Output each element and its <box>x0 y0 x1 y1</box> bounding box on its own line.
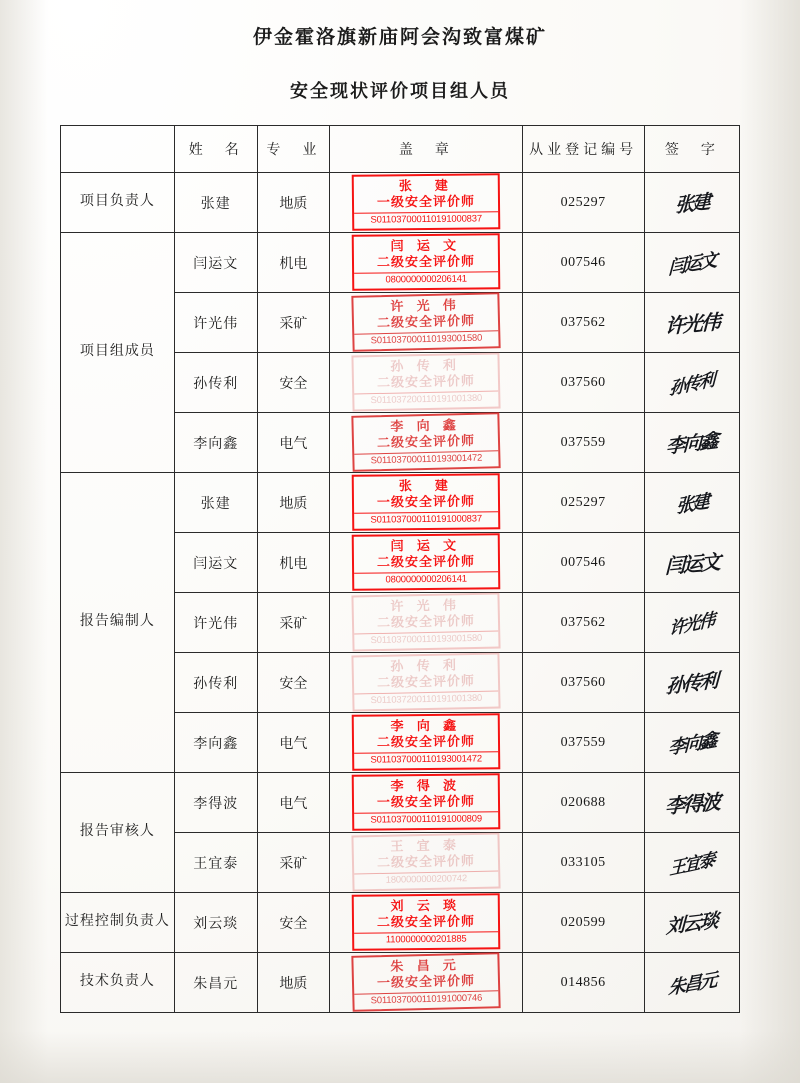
column-header-name: 姓 名 <box>174 126 257 173</box>
stamp-seal <box>351 653 500 712</box>
person-name: 张建 <box>174 173 257 233</box>
seal-name: 王 宜 泰 <box>390 837 461 855</box>
handwritten-signature: 闫运文 <box>667 249 716 278</box>
person-major: 采矿 <box>257 293 329 353</box>
stamp-seal <box>351 293 500 353</box>
seal-code: 1800000000200742 <box>354 870 498 887</box>
seal-code: S011037000110193001472 <box>354 450 498 467</box>
seal-code: S011037000110191000837 <box>354 511 498 526</box>
stamp-seal <box>351 593 500 652</box>
seal-cell <box>330 773 523 833</box>
person-major: 安全 <box>257 893 329 953</box>
seal-name: 孙 传 利 <box>390 357 461 375</box>
stamp-seal <box>351 833 500 892</box>
person-name: 闫运文 <box>174 233 257 293</box>
person-name: 李向鑫 <box>174 713 257 773</box>
seal-name: 许 光 伟 <box>389 297 461 315</box>
registration-number: 007546 <box>522 533 644 593</box>
person-major: 地质 <box>257 473 329 533</box>
signature-cell <box>644 893 739 953</box>
handwritten-signature: 刘云琰 <box>666 910 718 939</box>
stamp-seal <box>351 413 500 473</box>
person-name: 张建 <box>174 473 257 533</box>
seal-cell <box>330 233 523 293</box>
table-header <box>61 126 740 173</box>
signature-cell <box>644 293 739 353</box>
handwritten-signature: 孙传利 <box>666 670 718 699</box>
seal-grade: 二级安全评价师 <box>376 254 475 271</box>
stamp-seal <box>352 534 501 592</box>
seal-name: 李 向 鑫 <box>390 717 461 734</box>
seal-code: S011037000110191000837 <box>354 211 498 226</box>
seal-code: 0800000000206141 <box>354 271 498 286</box>
seal-code: S011037200110191001380 <box>354 690 498 707</box>
seal-grade: 二级安全评价师 <box>376 613 475 631</box>
seal-name: 李 向 鑫 <box>389 417 461 435</box>
page-title: 伊金霍洛旗新庙阿会沟致富煤矿 <box>252 27 547 48</box>
seal-cell <box>330 353 523 413</box>
person-major: 电气 <box>257 773 329 833</box>
seal-grade: 二级安全评价师 <box>376 673 475 691</box>
paper-shade-bottom <box>0 1031 800 1083</box>
seal-code: S011037000110193001580 <box>354 630 498 647</box>
column-header-seal: 盖 章 <box>330 126 523 173</box>
signature-cell <box>644 533 739 593</box>
person-major: 采矿 <box>257 593 329 653</box>
column-header-signature: 签 字 <box>644 126 739 173</box>
handwritten-signature: 张建 <box>674 191 710 218</box>
person-name: 许光伟 <box>174 593 257 653</box>
person-major: 电气 <box>257 713 329 773</box>
stamp-seal <box>352 894 501 952</box>
seal-grade: 一级安全评价师 <box>376 794 475 811</box>
seal-name: 李 得 波 <box>390 777 461 794</box>
signature-cell <box>644 833 739 893</box>
person-major: 电气 <box>257 413 329 473</box>
table-row <box>61 773 740 833</box>
person-name: 孙传利 <box>174 653 257 713</box>
table-row <box>61 893 740 953</box>
handwritten-signature: 许光伟 <box>664 311 719 339</box>
seal-cell <box>330 173 523 233</box>
seal-grade: 二级安全评价师 <box>376 313 476 331</box>
signature-cell <box>644 413 739 473</box>
seal-grade: 二级安全评价师 <box>376 373 475 391</box>
column-header-registration: 从业登记编号 <box>522 126 644 173</box>
column-header-major: 专 业 <box>257 126 329 173</box>
registration-number: 020688 <box>522 773 644 833</box>
registration-number: 007546 <box>522 233 644 293</box>
seal-grade: 二级安全评价师 <box>376 914 475 931</box>
seal-cell <box>330 593 523 653</box>
registration-number: 020599 <box>522 893 644 953</box>
role-label: 报告审核人 <box>61 773 175 893</box>
registration-number: 014856 <box>522 953 644 1013</box>
stamp-seal <box>352 234 501 292</box>
table-row <box>61 233 740 293</box>
paper-shade-right <box>740 0 800 1083</box>
handwritten-signature: 闫运文 <box>664 551 719 579</box>
person-major: 安全 <box>257 353 329 413</box>
role-label: 技术负责人 <box>61 953 175 1013</box>
seal-code: S011037000110193001472 <box>354 751 498 766</box>
role-label: 过程控制负责人 <box>61 893 175 953</box>
stamp-seal <box>351 353 500 412</box>
seal-cell <box>330 293 523 353</box>
seal-cell <box>330 473 523 533</box>
stamp-seal <box>351 953 500 1013</box>
registration-number: 037560 <box>522 653 644 713</box>
paper-shade-left <box>0 0 48 1083</box>
seal-name: 朱 昌 元 <box>389 957 461 975</box>
seal-grade: 二级安全评价师 <box>376 554 475 571</box>
table-body <box>61 173 740 1013</box>
stamp-seal <box>352 774 501 832</box>
seal-cell <box>330 833 523 893</box>
seal-grade: 一级安全评价师 <box>376 194 475 211</box>
seal-name: 张 建 <box>398 478 453 494</box>
seal-grade: 二级安全评价师 <box>376 853 475 871</box>
handwritten-signature: 李得波 <box>664 791 719 819</box>
signature-cell <box>644 653 739 713</box>
seal-code: S011037000110191000809 <box>354 811 498 826</box>
person-major: 安全 <box>257 653 329 713</box>
seal-code: S011037200110191001380 <box>354 390 498 407</box>
registration-number: 033105 <box>522 833 644 893</box>
registration-number: 037559 <box>522 713 644 773</box>
seal-name: 张 建 <box>398 178 453 194</box>
person-major: 地质 <box>257 953 329 1013</box>
table-row <box>61 173 740 233</box>
registration-number: 037559 <box>522 413 644 473</box>
seal-cell <box>330 713 523 773</box>
signature-cell <box>644 233 739 293</box>
table-header-row <box>61 126 740 173</box>
table-row <box>61 473 740 533</box>
seal-cell <box>330 413 523 473</box>
seal-code: S011037000110191000746 <box>354 990 498 1007</box>
page-subtitle: 安全现状评价项目组人员 <box>290 81 510 101</box>
signature-cell <box>644 353 739 413</box>
person-major: 地质 <box>257 173 329 233</box>
registration-number: 037560 <box>522 353 644 413</box>
seal-cell <box>330 953 523 1013</box>
registration-number: 037562 <box>522 293 644 353</box>
handwritten-signature: 王宜泰 <box>669 850 715 880</box>
table-row <box>61 953 740 1013</box>
person-name: 孙传利 <box>174 353 257 413</box>
handwritten-signature: 朱昌元 <box>667 969 716 998</box>
handwritten-signature: 李向鑫 <box>666 430 718 459</box>
seal-code: S011037000110193001580 <box>354 330 498 347</box>
seal-name: 许 光 伟 <box>390 597 461 615</box>
person-name: 李得波 <box>174 773 257 833</box>
seal-name: 孙 传 利 <box>390 657 461 675</box>
role-label: 报告编制人 <box>61 473 175 773</box>
seal-cell <box>330 893 523 953</box>
stamp-seal <box>352 474 501 532</box>
seal-grade: 一级安全评价师 <box>376 494 475 511</box>
personnel-table <box>60 125 740 1013</box>
signature-cell <box>644 593 739 653</box>
seal-cell <box>330 533 523 593</box>
person-major: 机电 <box>257 233 329 293</box>
stamp-seal <box>352 714 501 772</box>
seal-code: 0800000000206141 <box>354 571 498 586</box>
person-name: 李向鑫 <box>174 413 257 473</box>
stamp-seal <box>352 174 501 232</box>
person-name: 闫运文 <box>174 533 257 593</box>
role-label: 项目组成员 <box>61 233 175 473</box>
handwritten-signature: 张建 <box>675 490 708 517</box>
registration-number: 025297 <box>522 173 644 233</box>
signature-cell <box>644 953 739 1013</box>
role-label: 项目负责人 <box>61 173 175 233</box>
seal-grade: 二级安全评价师 <box>376 433 476 451</box>
seal-name: 闫 运 文 <box>390 537 461 554</box>
person-name: 许光伟 <box>174 293 257 353</box>
seal-name: 刘 云 琰 <box>390 897 461 914</box>
person-name: 朱昌元 <box>174 953 257 1013</box>
registration-number: 037562 <box>522 593 644 653</box>
signature-cell <box>644 173 739 233</box>
seal-code: 1100000000201885 <box>354 931 498 946</box>
registration-number: 025297 <box>522 473 644 533</box>
person-major: 机电 <box>257 533 329 593</box>
seal-name: 闫 运 文 <box>390 237 461 254</box>
signature-cell <box>644 773 739 833</box>
handwritten-signature: 孙传利 <box>669 370 715 400</box>
signature-cell <box>644 713 739 773</box>
title-block <box>0 0 800 103</box>
person-major: 采矿 <box>257 833 329 893</box>
seal-cell <box>330 653 523 713</box>
handwritten-signature: 许光伟 <box>669 610 715 640</box>
signature-cell <box>644 473 739 533</box>
handwritten-signature: 李向鑫 <box>667 729 716 758</box>
seal-grade: 一级安全评价师 <box>376 973 476 991</box>
seal-grade: 二级安全评价师 <box>376 734 475 751</box>
column-header-role <box>61 126 175 173</box>
person-name: 刘云琰 <box>174 893 257 953</box>
person-name: 王宜泰 <box>174 833 257 893</box>
